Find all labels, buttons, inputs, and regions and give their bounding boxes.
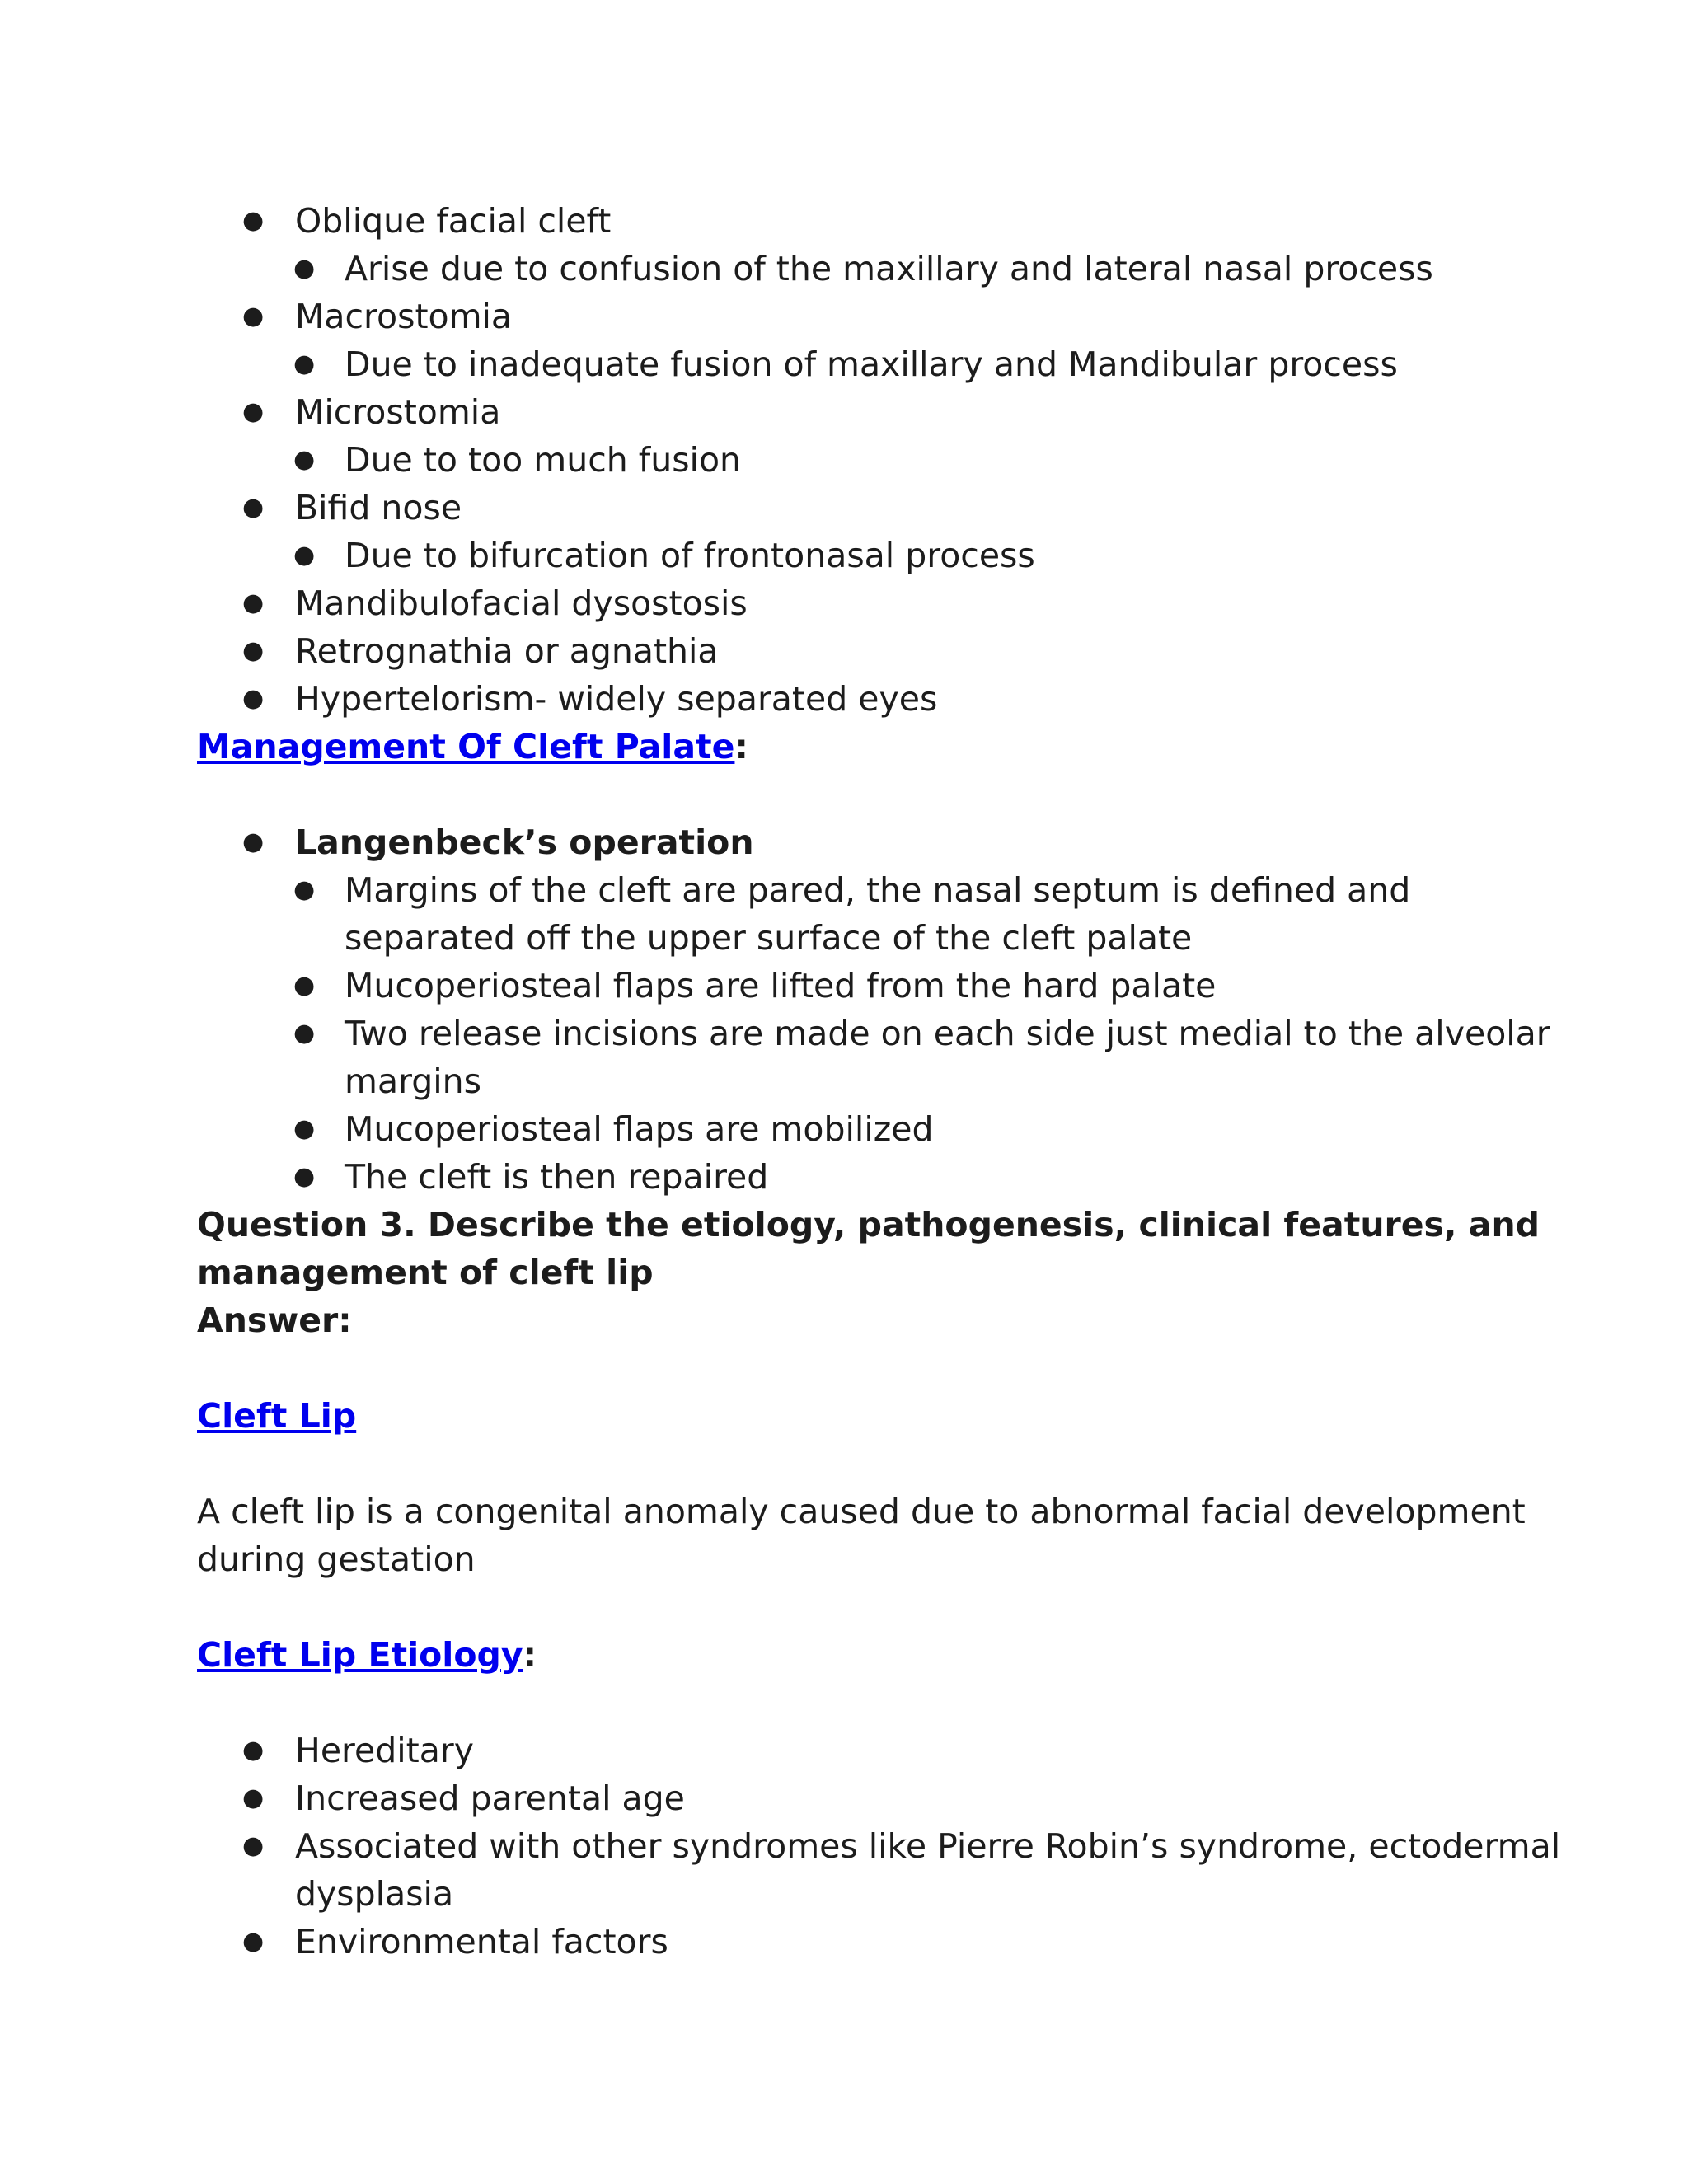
bullet-icon: ● (242, 1736, 265, 1765)
list-item: Increased parental age (295, 1779, 685, 1818)
bullet-icon: ● (242, 302, 265, 330)
list-subitem: Mucoperiosteal flaps are mobilized (345, 1109, 934, 1149)
question-heading-continued: management of cleft lip (197, 1253, 654, 1292)
answer-label: Answer: (197, 1301, 352, 1340)
section-heading-etiology (197, 1631, 537, 1679)
bullet-icon: ● (293, 254, 316, 283)
bullet-icon: ● (242, 493, 265, 522)
list-item: Environmental factors (295, 1922, 668, 1961)
list-subitem: Due to inadequate fusion of maxillary and Mandibular process (345, 344, 1398, 384)
list-subitem-continued: separated off the upper surface of the cleft palate (345, 918, 1193, 958)
bullet-icon: ● (293, 349, 316, 378)
list-item: Hypertelorism- widely separated eyes (295, 679, 938, 719)
cleft-lip-etiology-link[interactable]: Cleft Lip Etiology (197, 1635, 523, 1675)
management-of-cleft-palate-link[interactable]: Management Of Cleft Palate (197, 727, 735, 766)
paragraph: A cleft lip is a congenital anomaly caused due to abnormal facial development (197, 1492, 1526, 1531)
bullet-icon: ● (242, 588, 265, 617)
list-item: Bifid nose (295, 488, 462, 527)
list-subitem-continued: margins (345, 1062, 481, 1101)
section-heading-cleft-lip (197, 1392, 356, 1440)
cleft-lip-link[interactable]: Cleft Lip (197, 1396, 357, 1436)
list-subitem: Arise due to confusion of the maxillary and lateral nasal process (345, 249, 1433, 288)
paragraph-continued: during gestation (197, 1540, 476, 1579)
bullet-icon: ● (242, 684, 265, 713)
list-subitem: Two release incisions are made on each side just medial to the alveolar (345, 1014, 1550, 1053)
list-item-continued: dysplasia (295, 1874, 454, 1914)
list-item: Macrostomia (295, 297, 513, 336)
list-subitem: Margins of the cleft are pared, the nasal septum is defined and (345, 870, 1411, 910)
heading-colon: : (523, 1635, 537, 1675)
list-item: Hereditary (295, 1731, 474, 1770)
bullet-icon: ● (242, 1831, 265, 1860)
bullet-icon: ● (242, 827, 265, 856)
bullet-icon: ● (242, 1927, 265, 1956)
list-item: Associated with other syndromes like Pierre Robin’s syndrome, ectodermal (295, 1826, 1561, 1866)
list-item: Retrognathia or agnathia (295, 631, 719, 671)
list-subitem: Mucoperiosteal flaps are lifted from the hard palate (345, 966, 1217, 1005)
list-item: Microstomia (295, 392, 501, 432)
list-subitem: Due to bifurcation of frontonasal process (345, 536, 1035, 575)
bullet-icon: ● (242, 397, 265, 426)
list-item: Mandibulofacial dysostosis (295, 583, 748, 623)
bullet-icon: ● (242, 636, 265, 665)
section-heading-management (197, 723, 748, 771)
bullet-icon: ● (242, 1783, 265, 1812)
list-item-title: Langenbeck’s operation (295, 823, 754, 862)
bullet-icon: ● (293, 541, 316, 569)
heading-colon: : (734, 727, 748, 766)
list-subitem: Due to too much fusion (345, 440, 742, 480)
bullet-icon: ● (293, 875, 316, 904)
list-item: Oblique facial cleft (295, 201, 612, 241)
bullet-icon: ● (242, 206, 265, 235)
list-subitem: The cleft is then repaired (345, 1157, 769, 1197)
bullet-icon: ● (293, 1114, 316, 1143)
bullet-icon: ● (293, 971, 316, 1000)
bullet-icon: ● (293, 1019, 316, 1047)
bullet-icon: ● (293, 445, 316, 474)
bullet-icon: ● (293, 1162, 316, 1191)
question-heading: Question 3. Describe the etiology, pathogenesis, clinical features, and (197, 1205, 1540, 1244)
